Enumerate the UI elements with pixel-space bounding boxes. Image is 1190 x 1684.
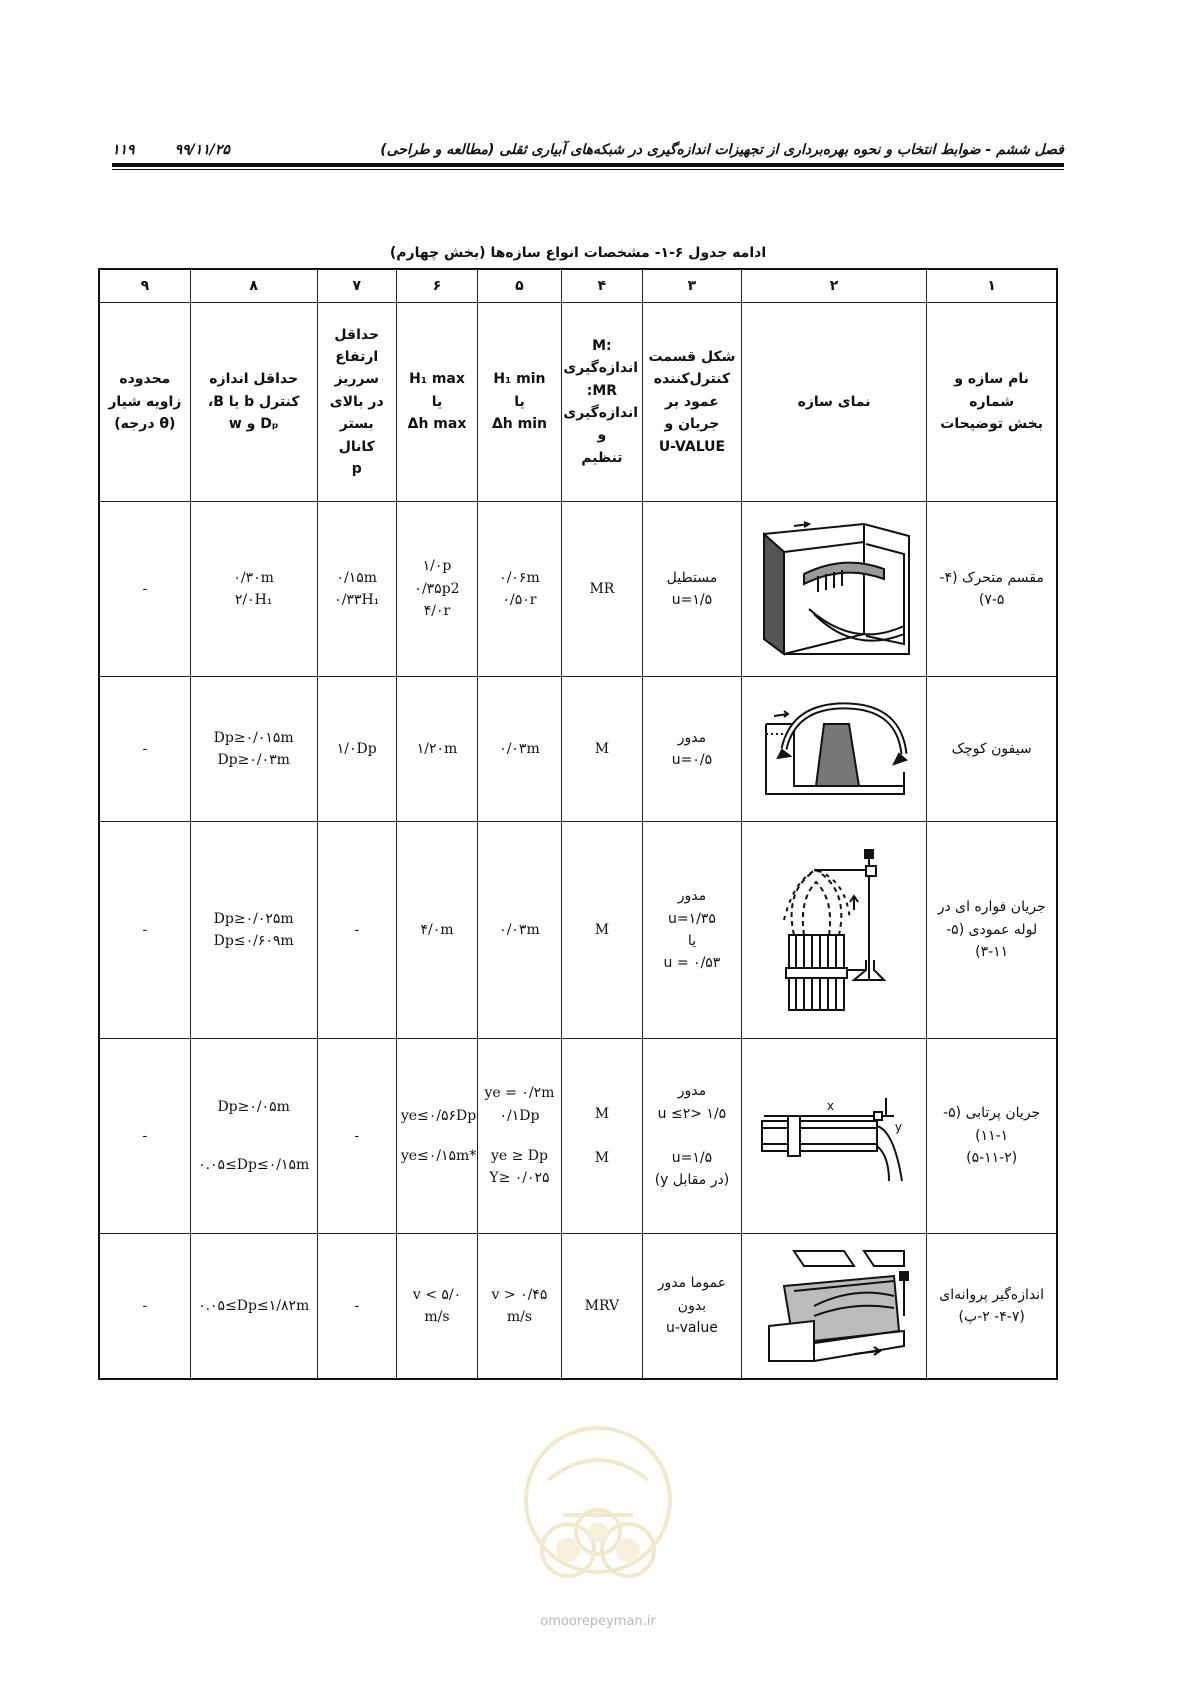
header-measurement-type xyxy=(561,303,642,502)
cell-line: v > ۰/۴۵ xyxy=(491,1286,548,1303)
col-number: ۶ xyxy=(396,269,477,303)
cell-line: M xyxy=(594,740,610,757)
header-line: Δh min xyxy=(491,416,547,433)
header-line: Δh max xyxy=(407,416,467,433)
min-weir-height-cell xyxy=(317,502,396,677)
cell-line: u-value xyxy=(666,1320,718,1337)
h-max-cell xyxy=(396,502,477,677)
header-line: M: xyxy=(592,337,612,354)
cell-line: جریان پرتابی (۵- xyxy=(943,1105,1041,1122)
header-line: در بالای xyxy=(329,393,384,410)
structure-view-cell xyxy=(741,822,927,1039)
cell-line: ۰/۱۵m xyxy=(336,569,378,586)
svg-text:y: y xyxy=(894,1120,903,1134)
header-line: یا xyxy=(431,393,443,410)
cell-line: - xyxy=(142,1127,148,1144)
cell-line: ۰/۵۰r xyxy=(502,592,537,608)
header-line: و xyxy=(597,427,607,444)
cell-line: اندازه‌گیر پروانه‌ای xyxy=(939,1286,1045,1303)
cell-line: Dp≥۰/۰۱۵m xyxy=(213,729,294,746)
cell-line: مستطیل xyxy=(666,569,718,586)
measurement-type-cell xyxy=(561,502,642,677)
control-shape-cell xyxy=(643,502,742,677)
cell-line: - xyxy=(142,580,148,597)
header-line: حداقل xyxy=(334,326,380,343)
cell-line: u ≤۲> ۱/۵ xyxy=(657,1105,727,1122)
cell-line: ۰/۰۶m xyxy=(499,569,540,586)
slot-angle-cell xyxy=(99,1234,190,1380)
cell-line: - xyxy=(142,740,148,757)
control-shape-cell xyxy=(643,822,742,1039)
cell-line: ۳-۱۱) xyxy=(975,944,1009,961)
header-line: کنترل‌کننده xyxy=(653,371,731,388)
cell-line: - xyxy=(354,921,360,938)
col-number: ۱ xyxy=(927,269,1057,303)
cell-line: بدون xyxy=(677,1297,707,1314)
measurement-type-cell xyxy=(561,822,642,1039)
header-min-control-size xyxy=(190,303,317,502)
h-max-cell xyxy=(396,822,477,1039)
header-line: اندازه‌گیری xyxy=(563,360,639,377)
cell-line: ۰/۰۳m xyxy=(499,740,540,757)
measurement-type-cell xyxy=(561,1039,642,1234)
min-control-size-cell xyxy=(190,677,317,822)
h-max-cell xyxy=(396,677,477,822)
chapter-title: فصل ششم - ضوابط انتخاب و نحوه بهره‌برداری از تجهیزات اندازه‌گیری در شبکه‌های آبیاری ثقلی (مطالعه و طراحی) xyxy=(380,142,1064,158)
min-control-size-cell xyxy=(190,822,317,1039)
page-header xyxy=(112,128,1064,158)
movable-divider-sketch xyxy=(754,514,914,664)
column-number-row xyxy=(99,269,1057,303)
cell-line: Dp≥۰/۰۳m xyxy=(217,752,290,768)
cell-line: u = ۰/۵۳ xyxy=(663,955,721,972)
header-structure-view xyxy=(741,303,927,502)
slot-angle-cell xyxy=(99,822,190,1039)
header-line: شکل قسمت xyxy=(648,349,736,366)
cell-line: m/s xyxy=(506,1309,533,1325)
h-min-cell xyxy=(478,822,562,1039)
structure-view-cell xyxy=(741,1234,927,1380)
measurement-type-cell xyxy=(561,677,642,822)
header-date: ۹۹/۱۱/۲۵ xyxy=(174,142,230,158)
header-control-shape xyxy=(643,303,742,502)
cell-line: مدور xyxy=(677,888,707,905)
cell-line: u=۱/۳۵ xyxy=(667,910,716,927)
structure-name-cell xyxy=(927,1234,1057,1380)
cell-line: ۱/۰Dp xyxy=(336,740,377,757)
cell-line: لوله عمودی (۵- xyxy=(946,921,1038,938)
cell-line: ۴/۰m xyxy=(420,921,454,938)
cell-line: m/s xyxy=(424,1309,450,1325)
cell-line: Dp≥۰/۰۵m xyxy=(217,1098,290,1115)
page-number: ۱۱۹ xyxy=(112,142,135,158)
cell-line: ye = ۰/۲m xyxy=(484,1085,555,1102)
col-number: ۴ xyxy=(561,269,642,303)
header-line: H₁ max xyxy=(409,371,465,388)
cell-line: ۰/۳۰m xyxy=(233,569,274,586)
structure-name-cell xyxy=(927,502,1057,677)
cell-line: MRV xyxy=(584,1297,620,1314)
cell-line: ۰/۱Dp xyxy=(499,1107,540,1124)
vertical-pipe-jet-sketch xyxy=(754,840,914,1020)
h-min-cell xyxy=(478,677,562,822)
structure-name-cell xyxy=(927,822,1057,1039)
cell-line: سیفون کوچک xyxy=(951,740,1032,757)
slot-angle-cell xyxy=(99,502,190,677)
header-min-weir-height xyxy=(317,303,396,502)
cell-line: Y≥ ۰/۰۲۵ xyxy=(489,1170,550,1187)
min-weir-height-cell xyxy=(317,822,396,1039)
slot-angle-cell xyxy=(99,677,190,822)
header-h-min xyxy=(478,303,562,502)
cell-line: ۴/۰r xyxy=(423,603,451,620)
measurement-type-cell xyxy=(561,1234,642,1380)
cell-line: - xyxy=(354,1297,360,1314)
cell-line: MR xyxy=(589,580,615,597)
col-number: ۸ xyxy=(190,269,317,303)
cell-line: u=۱/۵ xyxy=(671,1150,713,1166)
structure-view-cell xyxy=(741,1039,927,1234)
min-control-size-cell xyxy=(190,1039,317,1234)
structure-view-cell xyxy=(741,677,927,822)
cell-line: ۰/۰۳m xyxy=(499,921,540,938)
header-line: زاویه شیار xyxy=(108,393,182,410)
control-shape-cell xyxy=(643,1234,742,1380)
cell-line: Dp≥۰/۰۲۵m xyxy=(213,910,294,927)
cell-line: یا xyxy=(687,933,697,949)
header-line: (θ درجه) xyxy=(114,416,176,433)
structure-view-cell xyxy=(741,502,927,677)
small-siphon-sketch xyxy=(754,694,914,804)
cell-line: مقسم متحرک (۴- xyxy=(939,569,1044,586)
header-line: نام سازه و شماره xyxy=(954,371,1029,410)
propeller-meter-sketch xyxy=(754,1246,914,1366)
control-shape-cell xyxy=(643,1039,742,1234)
header-line: یا xyxy=(514,393,525,410)
cell-line: ۷-۵) xyxy=(978,592,1005,608)
header-line: عمود بر xyxy=(665,393,719,410)
header-line: p xyxy=(351,460,362,477)
cell-line: مدور xyxy=(677,729,707,746)
cell-line: ۱/۲۰m xyxy=(416,740,458,757)
col-number: ۳ xyxy=(643,269,742,303)
h-min-cell xyxy=(478,1234,562,1380)
cell-line: ۰/۳۵p2 xyxy=(414,580,460,597)
slot-angle-cell xyxy=(99,1039,190,1234)
structure-name-cell xyxy=(927,1039,1057,1234)
cell-line: ۰/۳۳H₁ xyxy=(334,592,380,608)
header-line: بستر کانال xyxy=(338,416,375,455)
col-number: ۵ xyxy=(478,269,562,303)
projectile-flow-sketch xyxy=(754,1086,914,1186)
header-line: جریان و xyxy=(664,416,720,433)
min-control-size-cell xyxy=(190,1234,317,1380)
cell-line: u=۰/۵ xyxy=(671,752,713,768)
header-line: اندازه‌گیری xyxy=(563,405,639,421)
cell-line: M xyxy=(594,1105,610,1122)
header-line: U-VALUE xyxy=(658,438,726,455)
col-number: ۷ xyxy=(317,269,396,303)
header-divider xyxy=(112,163,1064,167)
header-h-max xyxy=(396,303,477,502)
cell-line: ۱۱-۱) xyxy=(975,1127,1009,1144)
table-row xyxy=(99,1234,1057,1380)
table-row xyxy=(99,502,1057,677)
cell-line: (۵-۱۱-۲) xyxy=(966,1150,1018,1167)
cell-line: (۴-۷- ۲-پ) xyxy=(958,1309,1025,1325)
col-number: ۲ xyxy=(741,269,927,303)
control-shape-cell xyxy=(643,677,742,822)
cell-line: M xyxy=(594,1150,610,1166)
header-line: سرریز xyxy=(334,371,379,388)
cell-line: ye ≥ Dp xyxy=(490,1148,548,1164)
column-header-row xyxy=(99,303,1057,502)
min-weir-height-cell xyxy=(317,677,396,822)
h-max-cell xyxy=(396,1039,477,1234)
h-max-cell xyxy=(396,1234,477,1380)
cell-line: ye≤۰/۵۶Dp xyxy=(400,1107,477,1124)
cell-line: جریان فواره ای در xyxy=(937,899,1046,916)
h-min-cell xyxy=(478,502,562,677)
cell-line: - xyxy=(142,1297,148,1314)
header-line: محدوده xyxy=(119,371,171,388)
table-row xyxy=(99,677,1057,822)
watermark-text: omoorepeyman.ir xyxy=(540,1614,656,1629)
cell-line: (در مقابل y) xyxy=(654,1172,730,1189)
table-caption: ادامه جدول ۶-۱- مشخصات انواع سازه‌ها (بخش چهارم) xyxy=(389,245,767,261)
structures-table xyxy=(98,268,1058,1380)
cell-line: ۰.۰۵≤Dp≤۰/۱۵m xyxy=(198,1157,310,1173)
header-line: H₁ min xyxy=(493,371,546,388)
cell-line: v < ۵/۰ xyxy=(412,1286,462,1303)
cell-line: - xyxy=(142,921,148,938)
structure-name-cell xyxy=(927,677,1057,822)
header-structure-name xyxy=(927,303,1057,502)
header-line: بخش توضیحات xyxy=(940,416,1043,433)
h-min-cell xyxy=(478,1039,562,1234)
cell-line: عموما مدور xyxy=(657,1275,727,1292)
cell-line: - xyxy=(354,1127,360,1144)
min-control-size-cell xyxy=(190,502,317,677)
header-line: تنظیم xyxy=(581,449,623,466)
cell-line: Dp≤۰/۶۰۹m xyxy=(213,933,294,949)
omoorepeyman-logo xyxy=(508,1420,688,1600)
cell-line: ۲/۰H₁ xyxy=(234,592,273,608)
table-row xyxy=(99,822,1057,1039)
header-line: :MR xyxy=(586,382,618,399)
min-weir-height-cell xyxy=(317,1234,396,1380)
cell-line: ۰.۰۵≤Dp≤۱/۸۲m xyxy=(198,1297,310,1314)
header-slot-angle xyxy=(99,303,190,502)
header-meta xyxy=(112,142,230,158)
header-line: ارتفاع xyxy=(335,349,379,366)
cell-line: ye≤۰/۱۵m* xyxy=(400,1148,477,1164)
col-number: ۹ xyxy=(99,269,190,303)
header-line: Dₚ و w xyxy=(228,416,279,433)
header-divider-thin xyxy=(112,169,1064,170)
header-line: نمای سازه xyxy=(797,393,871,410)
header-line: حداقل اندازه xyxy=(209,371,299,388)
cell-line: u=۱/۵ xyxy=(671,592,713,608)
cell-line: ۱/۰p xyxy=(422,558,452,575)
cell-line: مدور xyxy=(677,1083,707,1100)
min-weir-height-cell xyxy=(317,1039,396,1234)
table-row xyxy=(99,1039,1057,1234)
svg-text:x: x xyxy=(826,1099,835,1113)
cell-line: M xyxy=(594,921,610,938)
header-line: کنترل b یا B، xyxy=(207,393,300,410)
